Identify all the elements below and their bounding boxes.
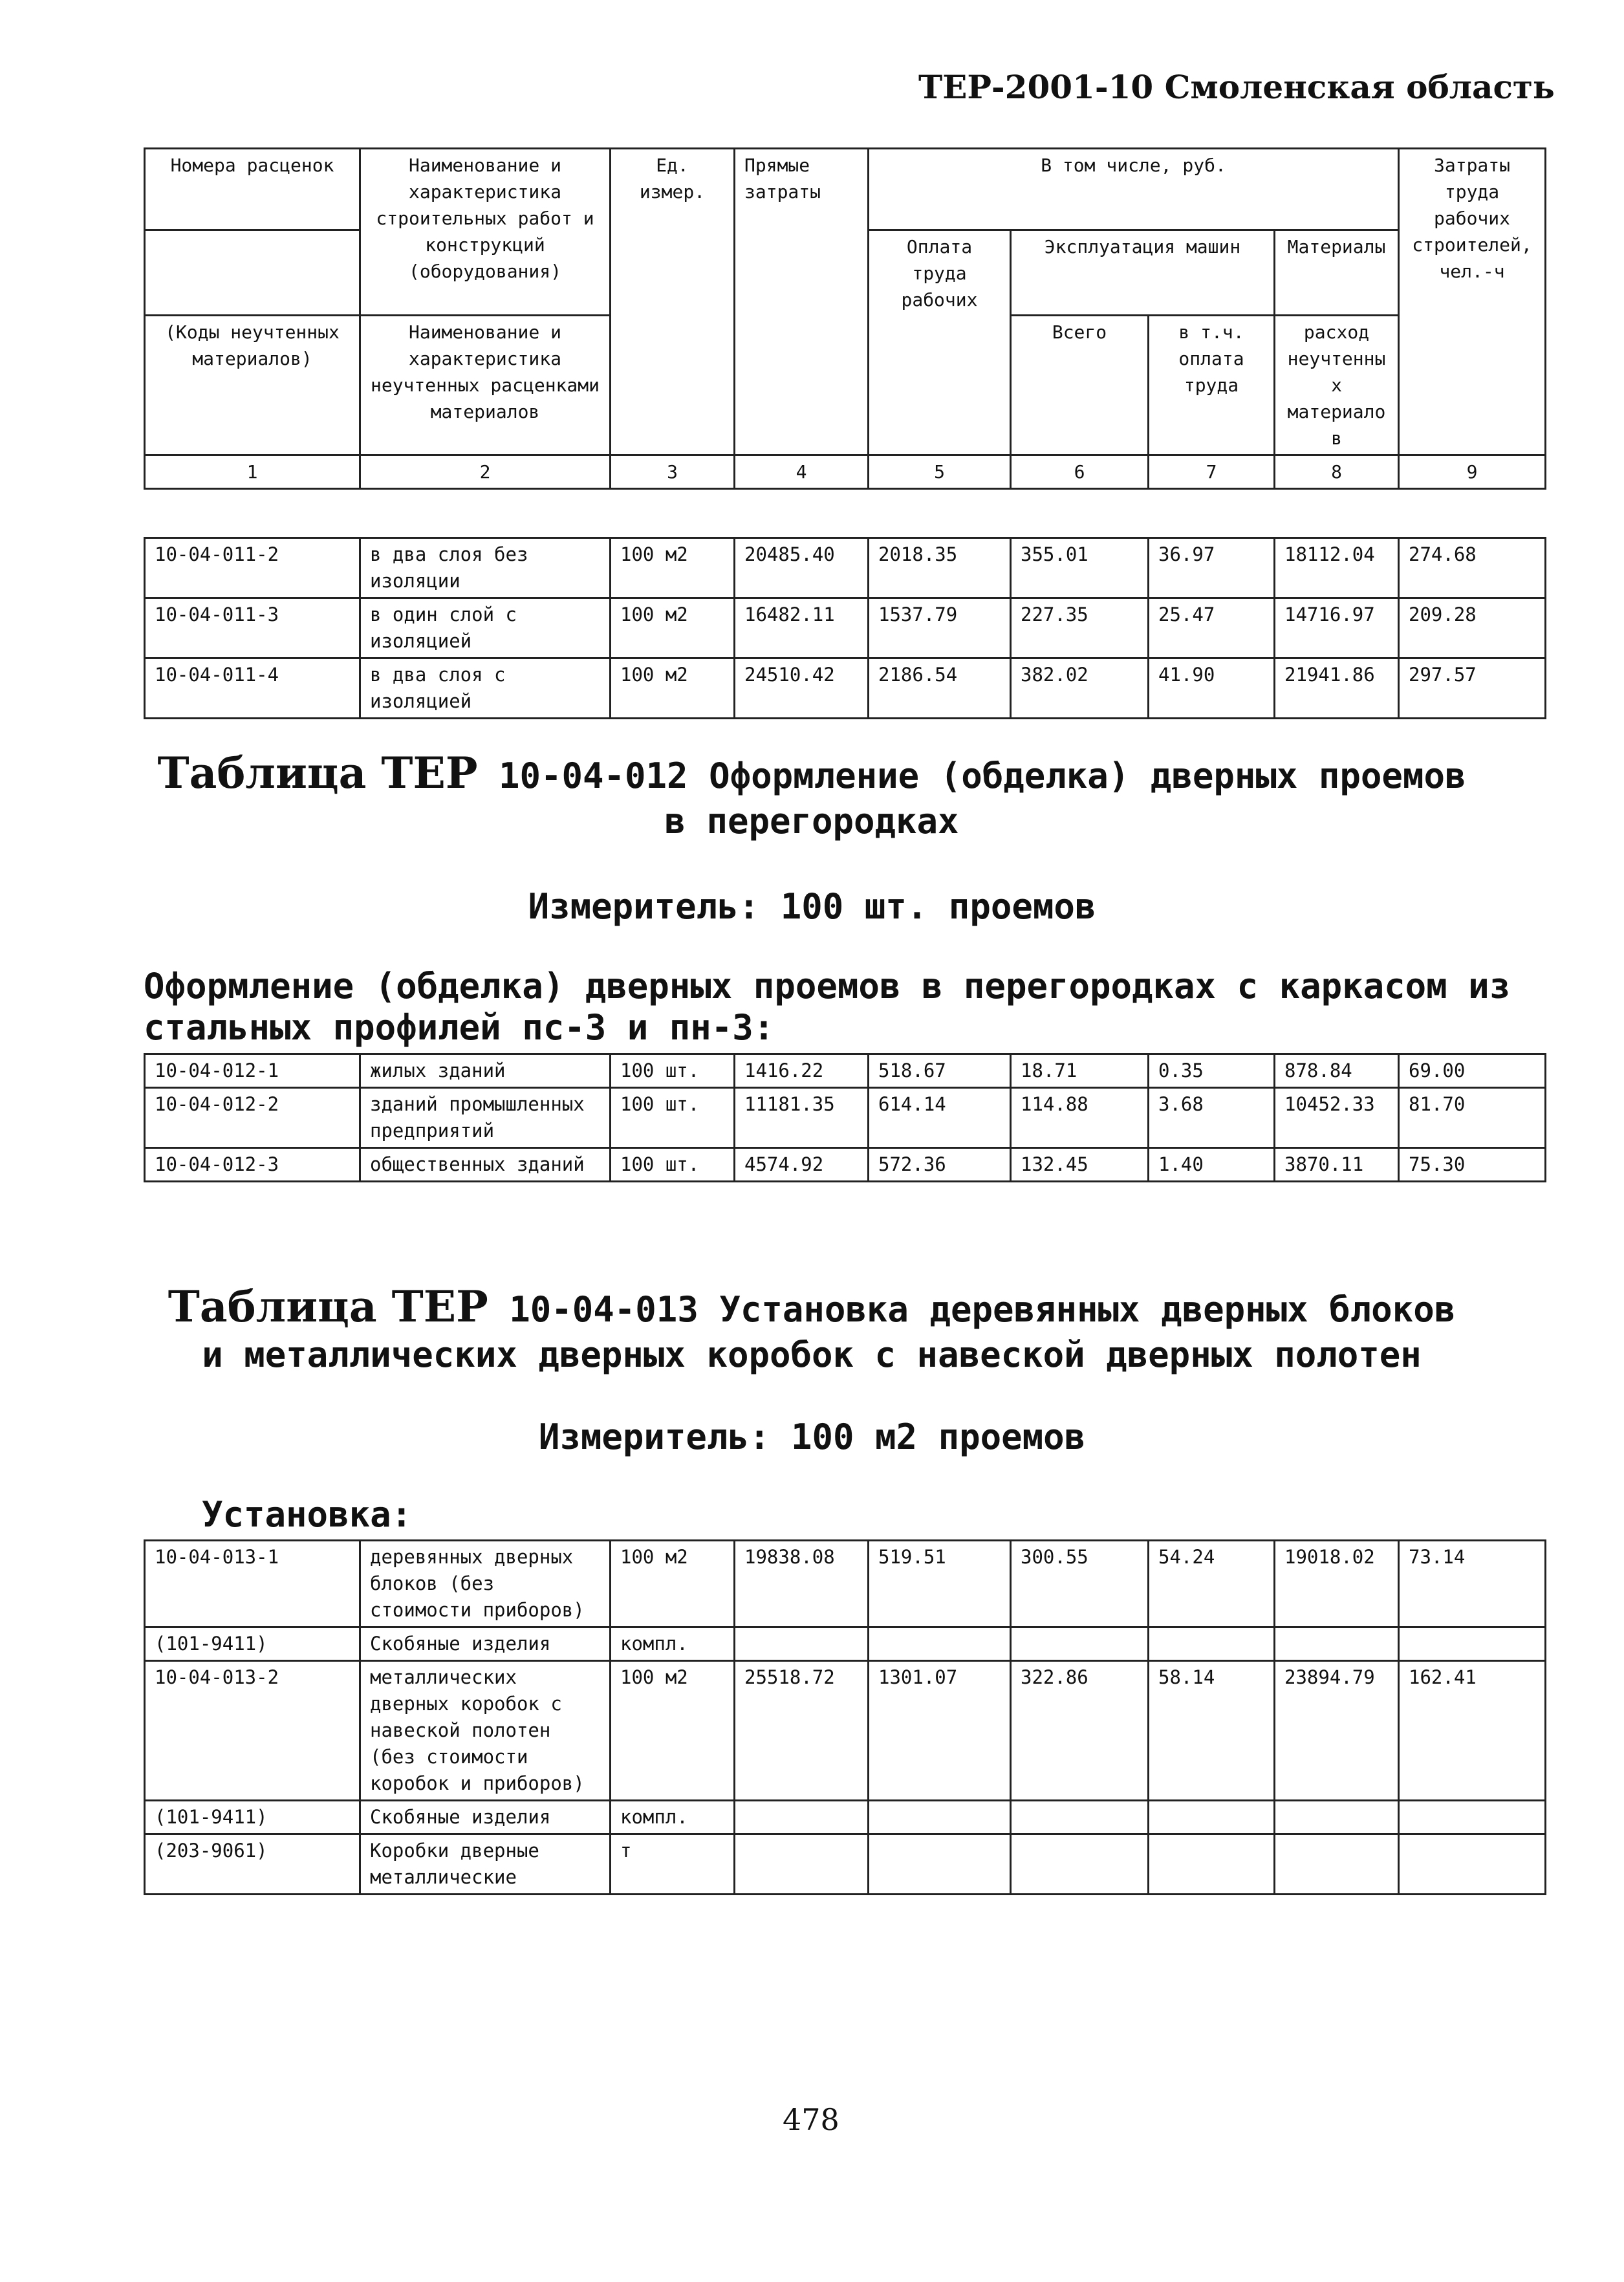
rates-table-012 — [144, 1053, 1546, 1182]
cell: 18112.04 — [1275, 538, 1399, 598]
cell: 0.35 — [1149, 1054, 1275, 1088]
cell: компл. — [611, 1801, 735, 1834]
cell: (101-9411) — [145, 1801, 360, 1834]
table-row — [145, 658, 1546, 719]
hdr-pay: Оплата труда рабочих — [869, 230, 1011, 455]
table-row — [145, 1661, 1546, 1801]
cell: 1.40 — [1149, 1148, 1275, 1182]
cell: деревянных дверных блоков (без стоимости приборов) — [360, 1541, 611, 1627]
cell — [869, 1627, 1011, 1661]
cell: 614.14 — [869, 1088, 1011, 1148]
cell — [1149, 1627, 1275, 1661]
cell: 20485.40 — [735, 538, 869, 598]
cell: 322.86 — [1011, 1661, 1149, 1801]
cell: 24510.42 — [735, 658, 869, 719]
cell: в два слоя с изоляцией — [360, 658, 611, 719]
hdr-num: Номера расценок — [145, 149, 360, 230]
cell: 23894.79 — [1275, 1661, 1399, 1801]
cell: 58.14 — [1149, 1661, 1275, 1801]
cell: 75.30 — [1399, 1148, 1546, 1182]
cell: 100 шт. — [611, 1054, 735, 1088]
cell: 100 м2 — [611, 598, 735, 658]
cell: 10-04-012-2 — [145, 1088, 360, 1148]
cell: жилых зданий — [360, 1054, 611, 1088]
hdr-incpay: в т.ч. оплата труда — [1149, 316, 1275, 455]
section-title-012: Таблица ТЕР 10-04-012 Оформление (обделка) дверных проемов в перегородках — [157, 748, 1466, 842]
cell: 4574.92 — [735, 1148, 869, 1182]
cell: общественных зданий — [360, 1148, 611, 1182]
cell: зданий промышленных предприятий — [360, 1088, 611, 1148]
cell: 227.35 — [1011, 598, 1149, 658]
cell — [869, 1834, 1011, 1895]
table-row — [145, 1801, 1546, 1834]
hdr-direct: Прямые затраты — [735, 149, 869, 455]
cell: 114.88 — [1011, 1088, 1149, 1148]
cell: 10-04-011-3 — [145, 598, 360, 658]
cell: (203-9061) — [145, 1834, 360, 1895]
cell — [735, 1801, 869, 1834]
table-row — [145, 1627, 1546, 1661]
cell: 10-04-012-1 — [145, 1054, 360, 1088]
cell: 518.67 — [869, 1054, 1011, 1088]
cell — [1399, 1834, 1546, 1895]
column-header-table — [144, 147, 1546, 490]
cell: 132.45 — [1011, 1148, 1149, 1182]
table-row — [145, 1148, 1546, 1182]
cell: 10-04-011-4 — [145, 658, 360, 719]
cell — [735, 1627, 869, 1661]
cell — [1011, 1801, 1149, 1834]
cell: 274.68 — [1399, 538, 1546, 598]
cell: 382.02 — [1011, 658, 1149, 719]
cell: 100 шт. — [611, 1148, 735, 1182]
cell: 1537.79 — [869, 598, 1011, 658]
cell: 519.51 — [869, 1541, 1011, 1627]
cell: 41.90 — [1149, 658, 1275, 719]
cell — [1275, 1834, 1399, 1895]
meter-012: Измеритель: 100 шт. проемов — [528, 886, 1096, 927]
section-title-013: Таблица ТЕР 10-04-013 Установка деревянных дверных блоков и металлических дверных коробок с навеской дверных полотен — [168, 1281, 1456, 1375]
cell: 355.01 — [1011, 538, 1149, 598]
hdr-incl: В том числе, руб. — [869, 149, 1399, 230]
meter-013: Измеритель: 100 м2 проемов — [538, 1417, 1086, 1457]
hdr-mat: Материалы — [1275, 230, 1399, 316]
cell: 2186.54 — [869, 658, 1011, 719]
cell: 1416.22 — [735, 1054, 869, 1088]
cell: 300.55 — [1011, 1541, 1149, 1627]
cell: Коробки дверные металлические — [360, 1834, 611, 1895]
hdr-name: Наименование и характеристика строительных работ и конструкций (оборудования) — [360, 149, 611, 316]
hdr-labor: Затраты труда рабочих строителей, чел.-ч — [1399, 149, 1546, 455]
cell: 3870.11 — [1275, 1148, 1399, 1182]
hdr-cons: расход неучтенных материалов — [1275, 316, 1399, 455]
cell: 878.84 — [1275, 1054, 1399, 1088]
cell: 18.71 — [1011, 1054, 1149, 1088]
hdr-mach: Эксплуатация машин — [1011, 230, 1275, 316]
column-numbers: 1 2 3 4 5 6 7 8 9 — [145, 455, 1546, 489]
cell: 100 м2 — [611, 538, 735, 598]
cell: в один слой с изоляцией — [360, 598, 611, 658]
cell: т — [611, 1834, 735, 1895]
cell: 54.24 — [1149, 1541, 1275, 1627]
cell: 19838.08 — [735, 1541, 869, 1627]
table-row — [145, 538, 1546, 598]
cell: 2018.35 — [869, 538, 1011, 598]
cell — [1011, 1834, 1149, 1895]
cell — [1275, 1801, 1399, 1834]
cell: 69.00 — [1399, 1054, 1546, 1088]
table-row — [145, 1834, 1546, 1895]
cell — [1011, 1627, 1149, 1661]
cell: 100 м2 — [611, 1661, 735, 1801]
cell: 10-04-013-2 — [145, 1661, 360, 1801]
cell: 1301.07 — [869, 1661, 1011, 1801]
cell: 572.36 — [869, 1148, 1011, 1182]
hdr-unit: Ед. измер. — [611, 149, 735, 455]
cell: Скобяные изделия — [360, 1801, 611, 1834]
cell: 10-04-013-1 — [145, 1541, 360, 1627]
rates-table-013 — [144, 1539, 1546, 1895]
cell: 100 м2 — [611, 1541, 735, 1627]
cell: металлических дверных коробок с навеской полотен (без стоимости коробок и приборов) — [360, 1661, 611, 1801]
cell: 10-04-011-2 — [145, 538, 360, 598]
cell — [1275, 1627, 1399, 1661]
cell: в два слоя без изоляции — [360, 538, 611, 598]
cell: 10-04-012-3 — [145, 1148, 360, 1182]
hdr-codes: (Коды неучтенных материалов) — [145, 316, 360, 455]
running-header: ТЕР-2001-10 Смоленская область — [918, 68, 1555, 106]
cell: 209.28 — [1399, 598, 1546, 658]
hdr-name2: Наименование и характеристика неучтенных расценками материалов — [360, 316, 611, 455]
table-row — [145, 598, 1546, 658]
cell: 16482.11 — [735, 598, 869, 658]
rates-table-011 — [144, 537, 1546, 719]
cell — [1399, 1801, 1546, 1834]
cell — [1149, 1801, 1275, 1834]
cell — [1149, 1834, 1275, 1895]
cell: 73.14 — [1399, 1541, 1546, 1627]
cell: 25518.72 — [735, 1661, 869, 1801]
cell — [735, 1834, 869, 1895]
cell: 3.68 — [1149, 1088, 1275, 1148]
cell: 14716.97 — [1275, 598, 1399, 658]
cell: 19018.02 — [1275, 1541, 1399, 1627]
cell: 297.57 — [1399, 658, 1546, 719]
cell: 10452.33 — [1275, 1088, 1399, 1148]
page-number: 478 — [783, 2102, 839, 2137]
subsection-012: Оформление (обделка) дверных проемов в перегородках с каркасом из стальных профилей пс-3 и пн-3: — [144, 966, 1511, 1048]
cell — [869, 1801, 1011, 1834]
cell: Скобяные изделия — [360, 1627, 611, 1661]
cell: 162.41 — [1399, 1661, 1546, 1801]
table-row — [145, 1088, 1546, 1148]
cell: 25.47 — [1149, 598, 1275, 658]
cell: (101-9411) — [145, 1627, 360, 1661]
hdr-total: Всего — [1011, 316, 1149, 455]
subsection-013: Установка: — [202, 1494, 413, 1535]
table-row — [145, 1054, 1546, 1088]
cell: 36.97 — [1149, 538, 1275, 598]
cell: 81.70 — [1399, 1088, 1546, 1148]
cell — [1399, 1627, 1546, 1661]
cell: 21941.86 — [1275, 658, 1399, 719]
cell: 100 шт. — [611, 1088, 735, 1148]
cell: 100 м2 — [611, 658, 735, 719]
cell: компл. — [611, 1627, 735, 1661]
table-row — [145, 1541, 1546, 1627]
cell: 11181.35 — [735, 1088, 869, 1148]
